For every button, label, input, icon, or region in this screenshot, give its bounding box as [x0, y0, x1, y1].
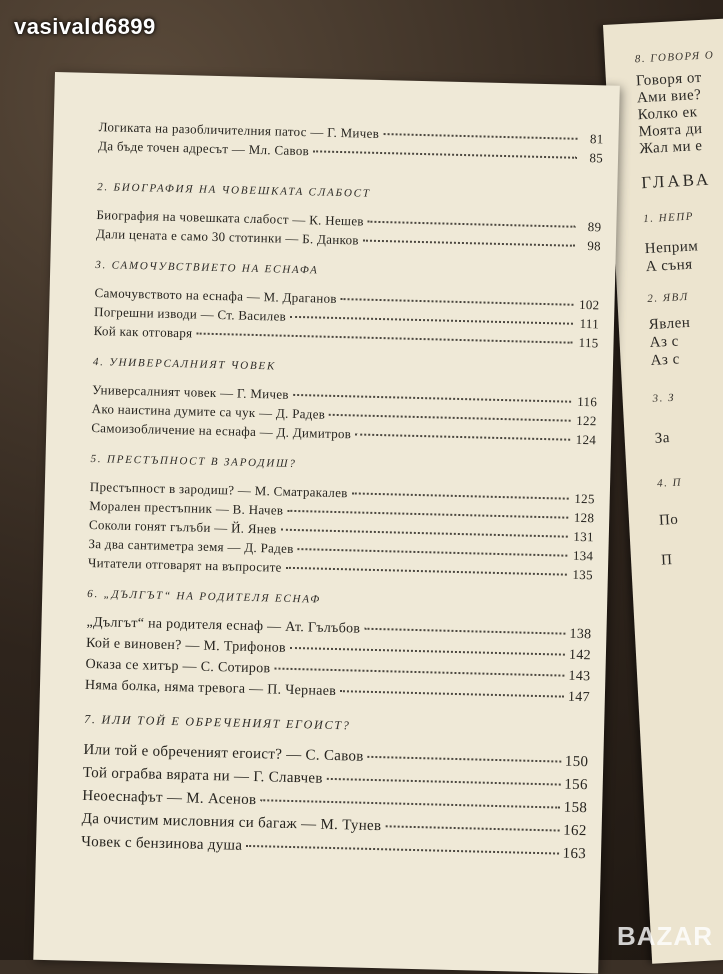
entry-title: Логиката на разобличителния патос — Г. Мичев: [98, 119, 380, 141]
entry-title: Неоеснафът — М. Асенов: [82, 787, 257, 809]
table-of-contents: [81, 117, 604, 882]
entry-title: Няма болка, няма тревога — П. Чернаев: [84, 677, 337, 700]
entry-title: Кой как отговаря: [93, 323, 193, 341]
page-number: 128: [573, 509, 595, 526]
section-title: 3. САМОЧУВСТВИЕТО НА ЕСНАФА: [95, 259, 319, 277]
section-title: 2. БИОГРАФИЯ НА ЧОВЕШКАТА СЛАБОСТ: [97, 181, 371, 200]
page-number: 102: [578, 296, 600, 313]
dot-leader: [290, 315, 573, 325]
entry-title: Биография на човешката слабост — К. Нешев: [96, 207, 365, 229]
page-number: 98: [587, 238, 602, 254]
facing-text-line: А съня: [645, 256, 694, 276]
entry-title: Соколи гонят гълъби — Й. Янев: [88, 516, 277, 537]
entry-title: Дали цената е само 30 стотинки — Б. Данков: [95, 226, 359, 248]
section-title: 6. „ДЪЛГЪТ“ НА РОДИТЕЛЯ ЕСНАФ: [87, 587, 322, 606]
page-number: 134: [572, 547, 594, 564]
dot-leader: [290, 646, 565, 656]
page-number: 85: [589, 150, 604, 166]
toc-section: [91, 356, 598, 449]
facing-section-title: 4. П: [656, 476, 683, 490]
page-number: 150: [564, 753, 589, 771]
dot-leader: [287, 509, 568, 519]
page-number: 124: [575, 431, 597, 448]
dot-leader: [385, 824, 559, 831]
page-number: 81: [589, 131, 604, 147]
facing-chapter-title: ГЛАВА: [640, 169, 712, 193]
dot-leader: [274, 667, 564, 677]
section-title: 4. УНИВЕРСАЛНИЯТ ЧОВЕК: [92, 356, 277, 373]
page-number: 142: [568, 647, 592, 664]
dot-leader: [341, 297, 574, 306]
page-number: 147: [567, 689, 591, 706]
book-page: [33, 72, 620, 974]
entry-title: Човек с бензинова душа: [81, 833, 243, 854]
section-title: 7. ИЛИ ТОЙ Е ОБРЕЧЕНИЯТ ЕГОИСТ?: [84, 711, 351, 733]
facing-text-line: Говоря от: [635, 69, 703, 90]
toc-section: [85, 588, 592, 708]
entry-title: Универсалният човек — Г. Мичев: [92, 382, 290, 402]
page-number: 162: [563, 822, 587, 840]
page-number: 156: [564, 776, 588, 794]
page-number: 116: [577, 393, 598, 410]
entry-title: За два сантиметра земя — Д. Радев: [88, 535, 294, 556]
entry-title: Ако наистина думите са чук — Д. Радев: [91, 401, 326, 422]
facing-text-line: За: [654, 430, 671, 447]
dot-leader: [281, 528, 568, 538]
page-number: 131: [573, 528, 594, 545]
facing-text-line: Жал ми е: [639, 137, 703, 158]
dot-leader: [293, 393, 571, 403]
facing-text-line: По: [658, 511, 679, 529]
facing-text-line: Аз с: [650, 351, 681, 369]
entry-title: Самоизобличение на еснафа — Д. Димитров: [91, 419, 352, 442]
dot-leader: [329, 413, 571, 422]
entry-title: Оказа се хитър — С. Сотиров: [85, 656, 271, 677]
toc-section: [81, 712, 589, 866]
facing-section-title: 1. НЕПР: [642, 210, 695, 226]
dot-leader: [196, 332, 572, 344]
page-number: 138: [569, 626, 592, 643]
facing-section-title: 8. ГОВОРЯ О: [634, 49, 715, 66]
dot-leader: [286, 566, 567, 576]
facing-text-line: Моята ди: [638, 120, 703, 141]
facing-section-title: 2. ЯВЛ: [647, 290, 690, 306]
facing-text-line: П: [660, 552, 673, 569]
entry-title: Той ограбва вярата ни — Г. Славчев: [82, 764, 323, 787]
entry-title: Самочувството на еснафа — М. Драганов: [94, 285, 338, 306]
username-watermark: vasivald6899: [14, 14, 156, 39]
dot-leader: [352, 491, 569, 499]
section-title: 5. ПРЕСТЪПНОСТ В ЗАРОДИШ?: [90, 452, 297, 471]
toc-section: [93, 259, 600, 352]
facing-text-line: Колко ек: [637, 104, 698, 124]
dot-leader: [363, 239, 575, 247]
entry-title: Морален престъпник — В. Начев: [89, 497, 284, 518]
page-number: 143: [568, 668, 591, 685]
dot-leader: [298, 547, 568, 557]
page-number: 115: [578, 334, 599, 351]
page-number: 111: [579, 315, 600, 332]
toc-section: [96, 181, 602, 255]
dot-leader: [383, 132, 577, 140]
entry-title: Или той е обреченият егоист? — С. Савов: [83, 741, 364, 765]
facing-text-line: Ами вие?: [636, 86, 702, 107]
page-number: 122: [576, 412, 597, 429]
toc-section: [98, 117, 604, 167]
page-number: 158: [563, 799, 588, 817]
page-number: 125: [574, 490, 595, 507]
entry-title: Кой е виновен? — М. Трифонов: [85, 635, 287, 656]
dot-leader: [260, 798, 559, 808]
facing-text-line: Явлен: [648, 314, 691, 334]
page-number: 89: [587, 219, 602, 235]
dot-leader: [246, 844, 558, 855]
dot-leader: [313, 149, 577, 158]
entry-title: Погрешни изводи — Ст. Василев: [93, 304, 287, 324]
dot-leader: [355, 432, 570, 440]
toc-section: [88, 453, 596, 584]
facing-section-title: 3. З: [652, 391, 676, 405]
entry-title: Да очистим мисловния си багаж — М. Тунев: [81, 810, 382, 835]
facing-text-line: Аз с: [649, 333, 680, 351]
facing-text-line: Неприм: [644, 238, 699, 258]
page-number: 135: [572, 566, 594, 583]
dot-leader: [368, 755, 561, 763]
page-number: 163: [562, 845, 587, 863]
dot-leader: [368, 220, 576, 228]
entry-title: Да бъде точен адресът — Мл. Савов: [98, 138, 310, 159]
dot-leader: [340, 689, 564, 697]
entry-title: Престъпност в зародиш? — М. Сматракалев: [89, 478, 348, 501]
entry-title: „Дългът“ на родителя еснаф — Ат. Гълъбов: [86, 614, 361, 637]
entry-title: Читатели отговарят на въпросите: [87, 554, 282, 575]
bazar-logo: BAZAR: [617, 921, 713, 951]
dot-leader: [364, 627, 565, 635]
dot-leader: [327, 777, 561, 786]
